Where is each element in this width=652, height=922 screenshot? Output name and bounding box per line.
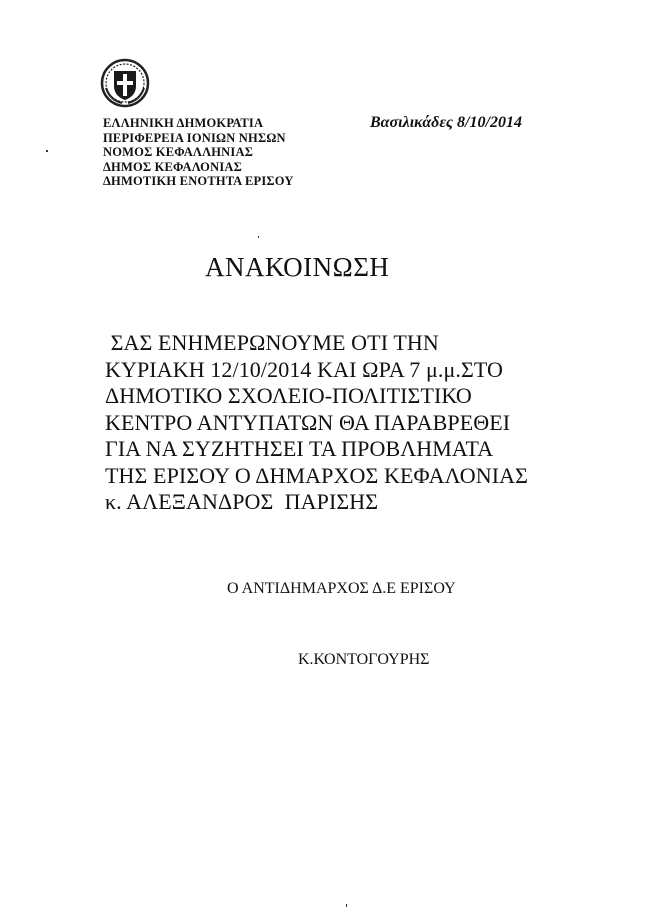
document-date: Βασιλικάδες 8/10/2014: [370, 114, 522, 131]
scan-speck: [258, 236, 259, 238]
header-line: ΠΕΡΙΦΕΡΕΙΑ ΙΟΝΙΩΝ ΝΗΣΩΝ: [103, 130, 286, 145]
body-line: κ. ΑΛΕΞΑΝΔΡΟΣ ΠΑΡΙΣΗΣ: [105, 489, 379, 514]
greek-republic-emblem-icon: [100, 58, 150, 108]
body-line: ΔΗΜΟΤΙΚΟ ΣΧΟΛΕΙΟ-ΠΟΛΙΤΙΣΤΙΚΟ: [105, 383, 472, 408]
signer-role: Ο ΑΝΤΙΔΗΜΑΡΧΟΣ Δ.Ε ΕΡΙΣΟΥ: [227, 580, 456, 597]
header-line: ΔΗΜΟΣ ΚΕΦΑΛΟΝΙΑΣ: [103, 159, 242, 174]
issuing-authority-header: [103, 116, 294, 189]
header-line: ΔΗΜΟΤΙΚΗ ΕΝΟΤΗΤΑ ΕΡΙΣΟΥ: [103, 174, 294, 188]
scan-speck: [46, 150, 48, 152]
scan-speck: [346, 904, 347, 907]
body-line: ΣΑΣ ΕΝΗΜΕΡΩΝΟΥΜΕ ΟΤΙ ΤΗΝ: [105, 330, 439, 355]
header-line: ΕΛΛΗΝΙΚΗ ΔΗΜΟΚΡΑΤΙΑ: [103, 116, 264, 130]
announcement-body: [105, 330, 528, 516]
body-line: ΤΗΣ ΕΡΙΣΟΥ Ο ΔΗΜΑΡΧΟΣ ΚΕΦΑΛΟΝΙΑΣ: [105, 462, 529, 488]
body-line: ΓΙΑ ΝΑ ΣΥΖΗΤΗΣΕΙ ΤΑ ΠΡΟΒΛΗΜΑΤΑ: [105, 436, 494, 461]
body-line: ΚΕΝΤΡΟ ΑΝΤΥΠΑΤΩΝ ΘΑ ΠΑΡΑΒΡΕΘΕΙ: [105, 409, 511, 435]
header-line: ΝΟΜΟΣ ΚΕΦΑΛΛΗΝΙΑΣ: [103, 145, 254, 159]
document-title: ΑΝΑΚΟΙΝΩΣΗ: [205, 252, 390, 282]
signer-name: Κ.ΚΟΝΤΟΓΟΥΡΗΣ: [298, 651, 430, 668]
body-line: ΚΥΡΙΑΚΗ 12/10/2014 ΚΑΙ ΩΡΑ 7 μ.μ.ΣΤΟ: [105, 356, 504, 382]
